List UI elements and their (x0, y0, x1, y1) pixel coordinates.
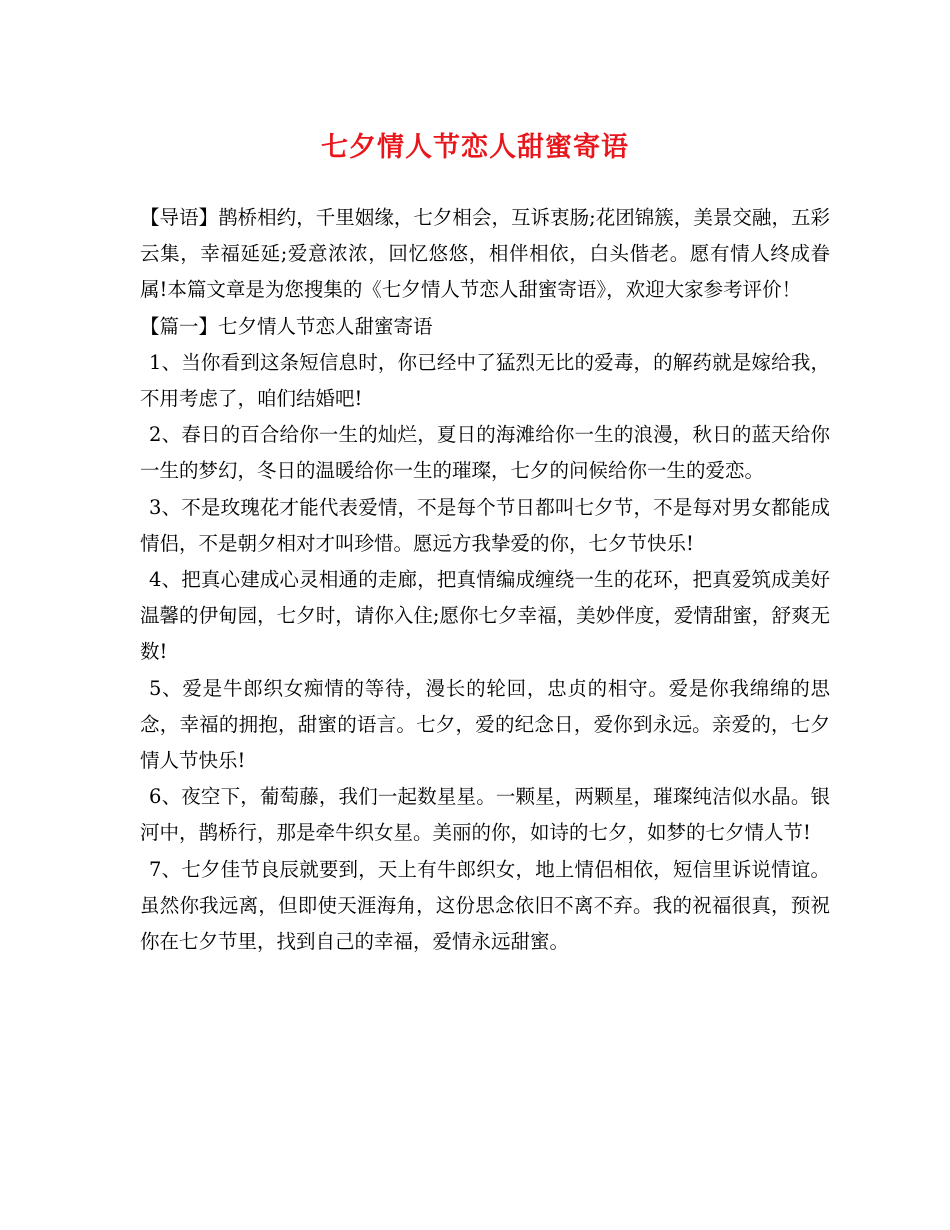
section-heading: 【篇一】七夕情人节恋人甜蜜寄语 (140, 314, 433, 338)
intro-paragraph: 【导语】鹊桥相约，千里姻缘，七夕相会，互诉衷肠;花团锦簇，美景交融，五彩云集，幸福延延;爱意浓浓，回忆悠悠，相伴相依，白头偕老。愿有情人终成眷属!本篇文章是为您搜集的《七夕情人节恋人甜蜜寄语》，欢迎大家参考评价！ (140, 206, 830, 302)
list-item: 7、七夕佳节良辰就要到，天上有牛郎织女，地上情侣相依，短信里诉说情谊。虽然你我远离，但即使天涯海角，这份思念依旧不离不弃。我的祝福很真，预祝你在七夕节里，找到自己的幸福，爱情永远甜蜜。 (140, 857, 830, 954)
document-title: 七夕情人节恋人甜蜜寄语 (321, 132, 629, 163)
document-body (140, 200, 830, 960)
list-item: 5、爱是牛郎织女痴情的等待，漫长的轮回，忠贞的相守。爱是你我绵绵的思念，幸福的拥抱，甜蜜的语言。七夕，爱的纪念日，爱你到永远。亲爱的，七夕情人节快乐! (140, 676, 830, 773)
list-item: 3、不是玫瑰花才能代表爱情，不是每个节日都叫七夕节，不是每对男女都能成情侣，不是朝夕相对才叫珍惜。愿远方我挚爱的你，七夕节快乐! (140, 495, 830, 555)
list-item: 1、当你看到这条短信息时，你已经中了猛烈无比的爱毒，的解药就是嫁给我，不用考虑了，咱们结婚吧! (140, 350, 830, 411)
list-item: 6、夜空下，葡萄藤，我们一起数星星。一颗星，两颗星，璀璨纯洁似水晶。银河中，鹊桥行，那是牵牛织女星。美丽的你，如诗的七夕，如梦的七夕情人节! (140, 785, 830, 845)
list-item: 4、把真心建成心灵相通的走廊，把真情编成缠绕一生的花环，把真爱筑成美好温馨的伊甸园，七夕时，请你入住;愿你七夕幸福，美妙伴度，爱情甜蜜，舒爽无数! (140, 568, 830, 664)
list-item: 2、春日的百合给你一生的灿烂，夏日的海滩给你一生的浪漫，秋日的蓝天给你一生的梦幻，冬日的温暖给你一生的璀璨，七夕的问候给你一生的爱恋。 (140, 423, 830, 483)
